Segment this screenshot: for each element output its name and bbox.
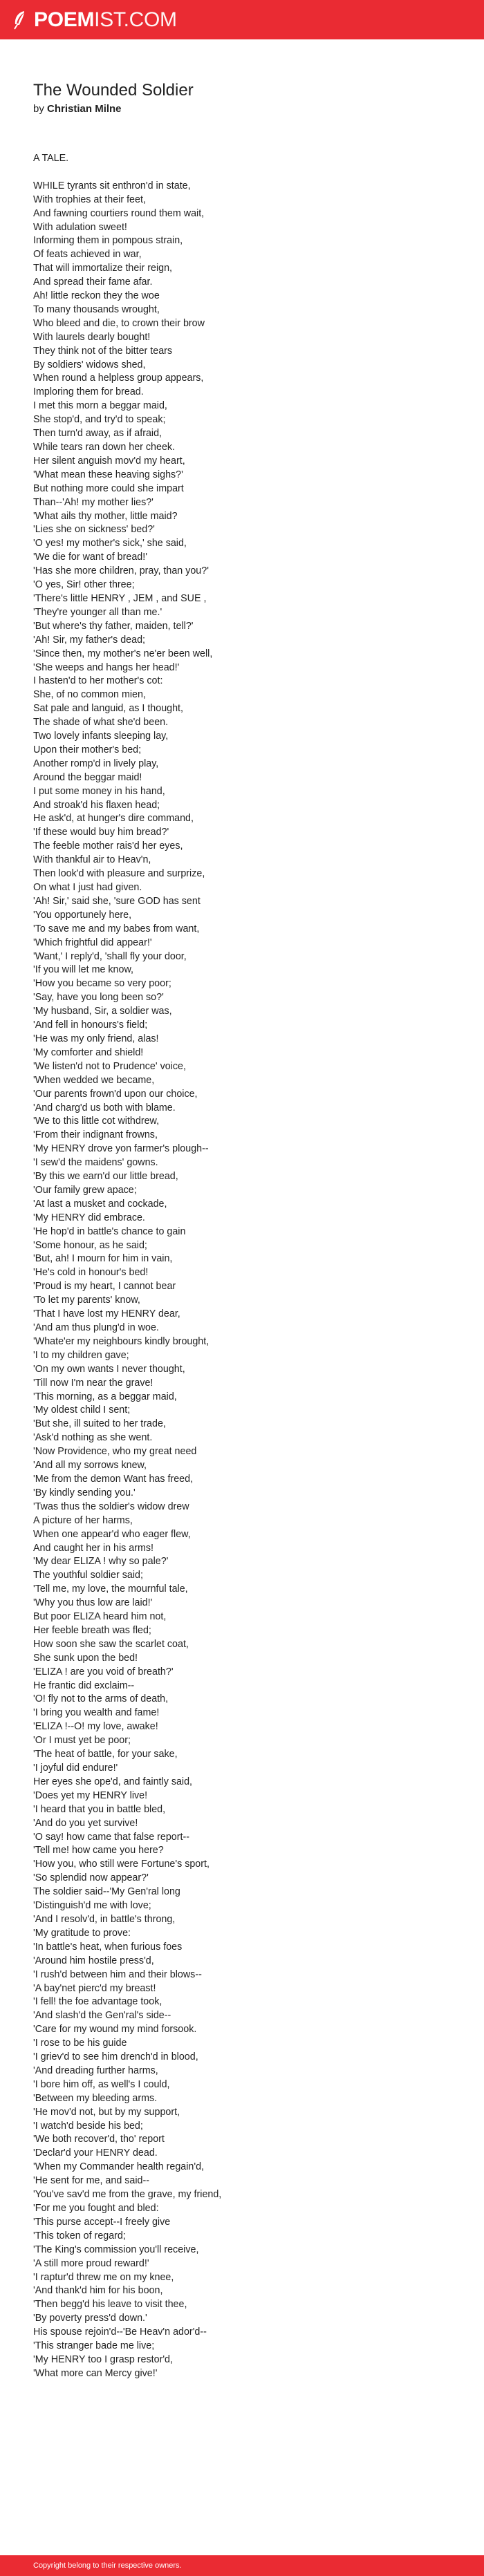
poem-line: 'A bay'net pierc'd my breast!	[33, 1982, 156, 1994]
poem-line: 'Tell me, my love, the mournful tale,	[33, 1583, 188, 1595]
poem-line: 'Or I must yet be poor;	[33, 1735, 131, 1747]
poem-line: 'What ails thy mother, little maid?	[33, 510, 178, 522]
poem-line: I hasten'd to her mother's cot:	[33, 675, 163, 687]
poem-line: 'This stranger bade me live;	[33, 2340, 155, 2352]
poem-line: 'I joyful did endure!'	[33, 1762, 118, 1774]
poem-line: 'Does yet my HENRY live!	[33, 1789, 148, 1801]
poem-line: 'Tell me! how came you here?	[33, 1845, 164, 1856]
poem-line: 'We listen'd not to Prudence' voice,	[33, 1060, 186, 1072]
poem-line: A picture of her harms,	[33, 1514, 133, 1526]
poem-line: 'What more can Mercy give!'	[33, 2367, 158, 2379]
poem-line: On what I just had given.	[33, 882, 142, 894]
poem-line: 'But where's thy father, maiden, tell?'	[33, 620, 194, 632]
poem-line: 'To let my parents' know,	[33, 1295, 140, 1306]
poem-line: 'You've sav'd me from the grave, my friend,	[33, 2189, 222, 2201]
poem-line: 'They're younger all than me.'	[33, 606, 162, 618]
poem-line: With thankful air to Heav'n,	[33, 854, 151, 866]
poem-line: 'Since then, my mother's ne'er been well,	[33, 648, 213, 659]
poem-line: She, of no common mien,	[33, 689, 146, 701]
poem-line: 'My HENRY drove yon farmer's plough--	[33, 1143, 209, 1155]
poem-line: They think not of the bitter tears	[33, 345, 173, 357]
poem-line: Than--'Ah! my mother lies?'	[33, 496, 153, 508]
poem-line: 'If you will let me know,	[33, 964, 133, 976]
poem-line: Who bleed and die, to crown their brow	[33, 317, 205, 329]
poem-line: Around the beggar maid!	[33, 771, 142, 783]
poem-line: 'My dear ELIZA ! why so pale?'	[33, 1556, 169, 1568]
poem-line: 'On my own wants I never thought,	[33, 1363, 185, 1375]
poem-line: 'Between my bleeding arms.	[33, 2092, 158, 2104]
poem-line: 'I bring you wealth and fame!	[33, 1707, 160, 1719]
poem-line: 'If these would buy him bread?'	[33, 827, 169, 838]
poem-title: The Wounded Soldier	[33, 81, 194, 100]
poem-line: 'Which frightful did appear!'	[33, 937, 152, 948]
poem-line: Sat pale and languid, as I thought,	[33, 703, 184, 715]
poem-line: 'He hop'd in battle's chance to gain	[33, 1225, 186, 1237]
by-label: by	[33, 103, 44, 115]
poem-line: 'Some honour, as he said;	[33, 1239, 147, 1251]
poem-line: 'A still more proud reward!'	[33, 2257, 149, 2269]
poem-line: To many thousands wrought,	[33, 303, 160, 315]
poem-line: 'My comforter and shield!	[33, 1046, 144, 1058]
logo-text-bold: POEM	[34, 8, 95, 31]
poem-line: 'Distinguish'd me with love;	[33, 1900, 151, 1912]
poem-line: 'What mean these heaving sighs?'	[33, 469, 183, 480]
poem-line: 'And thank'd him for his boon,	[33, 2285, 163, 2297]
poem-line: Ah! little reckon they the woe	[33, 290, 160, 302]
poem-line: 'O yes! my mother's sick,' she said,	[33, 538, 187, 549]
poem-line: 'At last a musket and cockade,	[33, 1198, 167, 1210]
poem-line: Then turn'd away, as if afraid,	[33, 428, 162, 440]
poem-line: 'He's cold in honour's bed!	[33, 1267, 149, 1279]
poem-line: By soldiers' widows shed,	[33, 359, 146, 370]
poem-line: The feeble mother rais'd her eyes,	[33, 840, 183, 852]
stanza-break	[33, 166, 448, 180]
quill-feather-icon	[12, 10, 28, 30]
poem-line: 'From their indignant frowns,	[33, 1129, 158, 1141]
poem-line: I met this morn a beggar maid,	[33, 400, 167, 412]
poem-line: 'Has she more children, pray, than you?'	[33, 565, 209, 577]
poem-line: He frantic did exclaim--	[33, 1680, 135, 1691]
poem-line: 'I raptur'd threw me on my knee,	[33, 2271, 174, 2283]
poem-line: 'By this we earn'd our little bread,	[33, 1171, 178, 1183]
poem-line: 'Ah! Sir, my father's dead;	[33, 634, 146, 646]
poem-line: 'In battle's heat, when furious foes	[33, 1941, 183, 1953]
poem-line: Two lovely infants sleeping lay,	[33, 731, 169, 742]
poem-line: 'Declar'd your HENRY dead.	[33, 2147, 158, 2159]
poem-line: His spouse rejoin'd--'Be Heav'n ador'd--	[33, 2326, 207, 2338]
poem-line: Another romp'd in lively play,	[33, 758, 159, 769]
site-logo-text	[34, 8, 177, 31]
poem-line: 'She weeps and hangs her head!'	[33, 661, 180, 673]
poem-line: 'Say, have you long been so?'	[33, 992, 164, 1004]
poem-line: 'We to this little cot withdrew,	[33, 1116, 160, 1127]
poem-line: 'This purse accept--I freely give	[33, 2216, 171, 2228]
poem-line: 'The heat of battle, for your sake,	[33, 1749, 178, 1760]
site-header	[0, 0, 484, 39]
poem-line: 'Proud is my heart, I cannot bear	[33, 1281, 176, 1292]
poem-line: 'We die for want of bread!'	[33, 552, 147, 563]
poem-line: 'He was my only friend, alas!	[33, 1033, 159, 1044]
poem-line: 'This morning, as a beggar maid,	[33, 1391, 177, 1402]
poem-line: Imploring them for bread.	[33, 386, 144, 398]
poem-line: 'Lies she on sickness' bed?'	[33, 524, 155, 536]
poem-line: And caught her in his arms!	[33, 1542, 154, 1554]
poem-line: 'Ah! Sir,' said she, 'sure GOD has sent	[33, 895, 201, 907]
poem-line: 'And charg'd us both with blame.	[33, 1102, 176, 1113]
poem-line: 'ELIZA ! are you void of breath?'	[33, 1666, 174, 1677]
poem-line: 'He mov'd not, but by my support,	[33, 2106, 180, 2118]
poem-line: 'There's little HENRY , JEM , and SUE ,	[33, 592, 207, 604]
poem-line: 'I to my children gave;	[33, 1349, 129, 1361]
poem-line: 'Ask'd nothing as she went.	[33, 1432, 153, 1444]
poem-line: 'But, ah! I mourn for him in vain,	[33, 1253, 173, 1265]
poem-line: 'Our parents frown'd upon our choice,	[33, 1088, 198, 1100]
poem-line: 'The King's commission you'll receive,	[33, 2244, 199, 2255]
poem-line: WHILE tyrants sit enthron'd in state,	[33, 180, 191, 191]
poem-line: The soldier said--'My Gen'ral long	[33, 1886, 180, 1898]
poem-line: 'My HENRY too I grasp restor'd,	[33, 2353, 173, 2365]
poem-line: Of feats achieved in war,	[33, 249, 142, 261]
poem-line: 'So splendid now appear?'	[33, 1872, 149, 1884]
poem-line: With laurels dearly bought!	[33, 331, 151, 343]
poem-line: 'My oldest child I sent;	[33, 1404, 131, 1416]
poem-line: 'Then begg'd his leave to visit thee,	[33, 2299, 187, 2311]
poem-line: 'O yes, Sir! other three;	[33, 579, 135, 591]
poem-line: 'And all my sorrows knew,	[33, 1460, 147, 1472]
poem-line: Her eyes she ope'd, and faintly said,	[33, 1776, 193, 1787]
poem-line: 'And fell in honours's field;	[33, 1019, 148, 1031]
poem-line: The youthful soldier said;	[33, 1570, 143, 1581]
poem-line: 'How you became so very poor;	[33, 978, 171, 990]
poem-line: Her silent anguish mov'd my heart,	[33, 455, 185, 467]
author-name-link[interactable]: Christian Milne	[47, 103, 122, 115]
poem-line: But nothing more could she impart	[33, 482, 184, 494]
poem-line: 'My husband, Sir, a soldier was,	[33, 1006, 172, 1017]
poem-line: 'And do you yet survive!	[33, 1817, 138, 1829]
poem-line: 'Twas thus the soldier's widow drew	[33, 1501, 189, 1512]
poem-line: When one appear'd who eager flew,	[33, 1528, 191, 1540]
poem-line: 'I rose to be his guide	[33, 2038, 127, 2049]
poem-line: 'By kindly sending you.'	[33, 1487, 136, 1498]
poem-line: 'ELIZA !--O! my love, awake!	[33, 1721, 158, 1733]
logo-text-light: IST.COM	[94, 8, 177, 31]
poem-line: 'And slash'd the Gen'ral's side--	[33, 2010, 171, 2022]
poem-line: 'How you, who still were Fortune's sport,	[33, 1859, 210, 1870]
footer-copyright: Copyright belong to their respective owners.	[33, 2561, 182, 2570]
poem-line: 'I rush'd between him and their blows--	[33, 1968, 202, 1980]
poem-line: And spread their fame afar.	[33, 276, 153, 288]
poem-byline	[33, 103, 122, 115]
poem-line: And stroak'd his flaxen head;	[33, 799, 160, 811]
poem-line: 'Want,' I reply'd, 'shall fly your door,	[33, 950, 187, 962]
poem-line: How soon she saw the scarlet coat,	[33, 1638, 189, 1650]
site-logo[interactable]	[12, 8, 177, 31]
poem-line: 'When wedded we became,	[33, 1074, 155, 1086]
poem-line: 'To save me and my babes from want,	[33, 923, 200, 934]
poem-line: 'My HENRY did embrace.	[33, 1212, 145, 1223]
poem-line: I put some money in his hand,	[33, 785, 165, 797]
poem-line: 'When my Commander health regain'd,	[33, 2161, 205, 2173]
poem-line: 'I watch'd beside his bed;	[33, 2120, 143, 2132]
poem-line: 'Why you thus low are laid!'	[33, 1597, 153, 1609]
poem-line: While tears ran down her cheek.	[33, 442, 176, 453]
poem-line: 'Around him hostile press'd,	[33, 1955, 154, 1966]
poem-line: The shade of what she'd been.	[33, 717, 169, 728]
poem-line: 'I bore him off, as well's I could,	[33, 2078, 170, 2090]
poem-line: Upon their mother's bed;	[33, 744, 142, 755]
poem-line: 'O say! how came that false report--	[33, 1831, 190, 1843]
poem-line: 'My gratitude to prove:	[33, 1927, 131, 1939]
poem-line: She sunk upon the bed!	[33, 1652, 138, 1664]
poem-line: 'He sent for me, and said--	[33, 2175, 150, 2187]
poem-line: With trophies at their feet,	[33, 194, 146, 205]
poem-line: 'We both recover'd, tho' report	[33, 2134, 165, 2145]
poem-line: 'And I resolv'd, in battle's throng,	[33, 1913, 176, 1925]
site-footer	[0, 2555, 484, 2576]
poem-line: 'Till now I'm near the grave!	[33, 1377, 153, 1389]
poem-line: 'Care for my wound my mind forsook.	[33, 2024, 197, 2036]
poem-line: 'I sew'd the maidens' gowns.	[33, 1157, 158, 1169]
poem-line: 'I fell! the foe advantage took,	[33, 1996, 162, 2008]
poem-line: 'Our family grew apace;	[33, 1184, 137, 1196]
poem-line: 'Now Providence, who my great need	[33, 1446, 197, 1458]
poem-line: 'You opportunely here,	[33, 909, 132, 921]
poem-body	[33, 152, 448, 2381]
poem-line: But poor ELIZA heard him not,	[33, 1611, 167, 1623]
poem-line: 'And dreading further harms,	[33, 2065, 158, 2076]
poem-line: 'For me you fought and bled:	[33, 2203, 159, 2215]
poem-line: That will immortalize their reign,	[33, 263, 173, 274]
poem-line: 'O! fly not to the arms of death,	[33, 1693, 169, 1705]
poem-line: Then look'd with pleasure and surprize,	[33, 868, 205, 880]
poem-line: 'And am thus plung'd in woe.	[33, 1322, 159, 1334]
poem-line: 'But she, ill suited to her trade,	[33, 1418, 166, 1430]
poem-line: 'I heard that you in battle bled,	[33, 1803, 166, 1815]
poem-line: Informing them in pompous strain,	[33, 235, 183, 247]
poem-line: He ask'd, at hunger's dire command,	[33, 813, 194, 825]
poem-line: 'I griev'd to see him drench'd in blood,	[33, 2051, 198, 2063]
poem-line: With adulation sweet!	[33, 221, 127, 233]
poem-line: She stop'd, and try'd to speak;	[33, 414, 166, 426]
poem-line: When round a helpless group appears,	[33, 373, 204, 384]
poem-line: 'That I have lost my HENRY dear,	[33, 1308, 180, 1320]
poem-line: 'Whate'er my neighbours kindly brought,	[33, 1335, 210, 1347]
poem-line: 'This token of regard;	[33, 2230, 126, 2241]
poem-line: A TALE.	[33, 153, 69, 164]
poem-line: Her feeble breath was fled;	[33, 1624, 151, 1636]
poem-line: 'Me from the demon Want has freed,	[33, 1473, 194, 1485]
poem-line: 'By poverty press'd down.'	[33, 2313, 147, 2324]
poem-line: And fawning courtiers round them wait,	[33, 207, 205, 219]
